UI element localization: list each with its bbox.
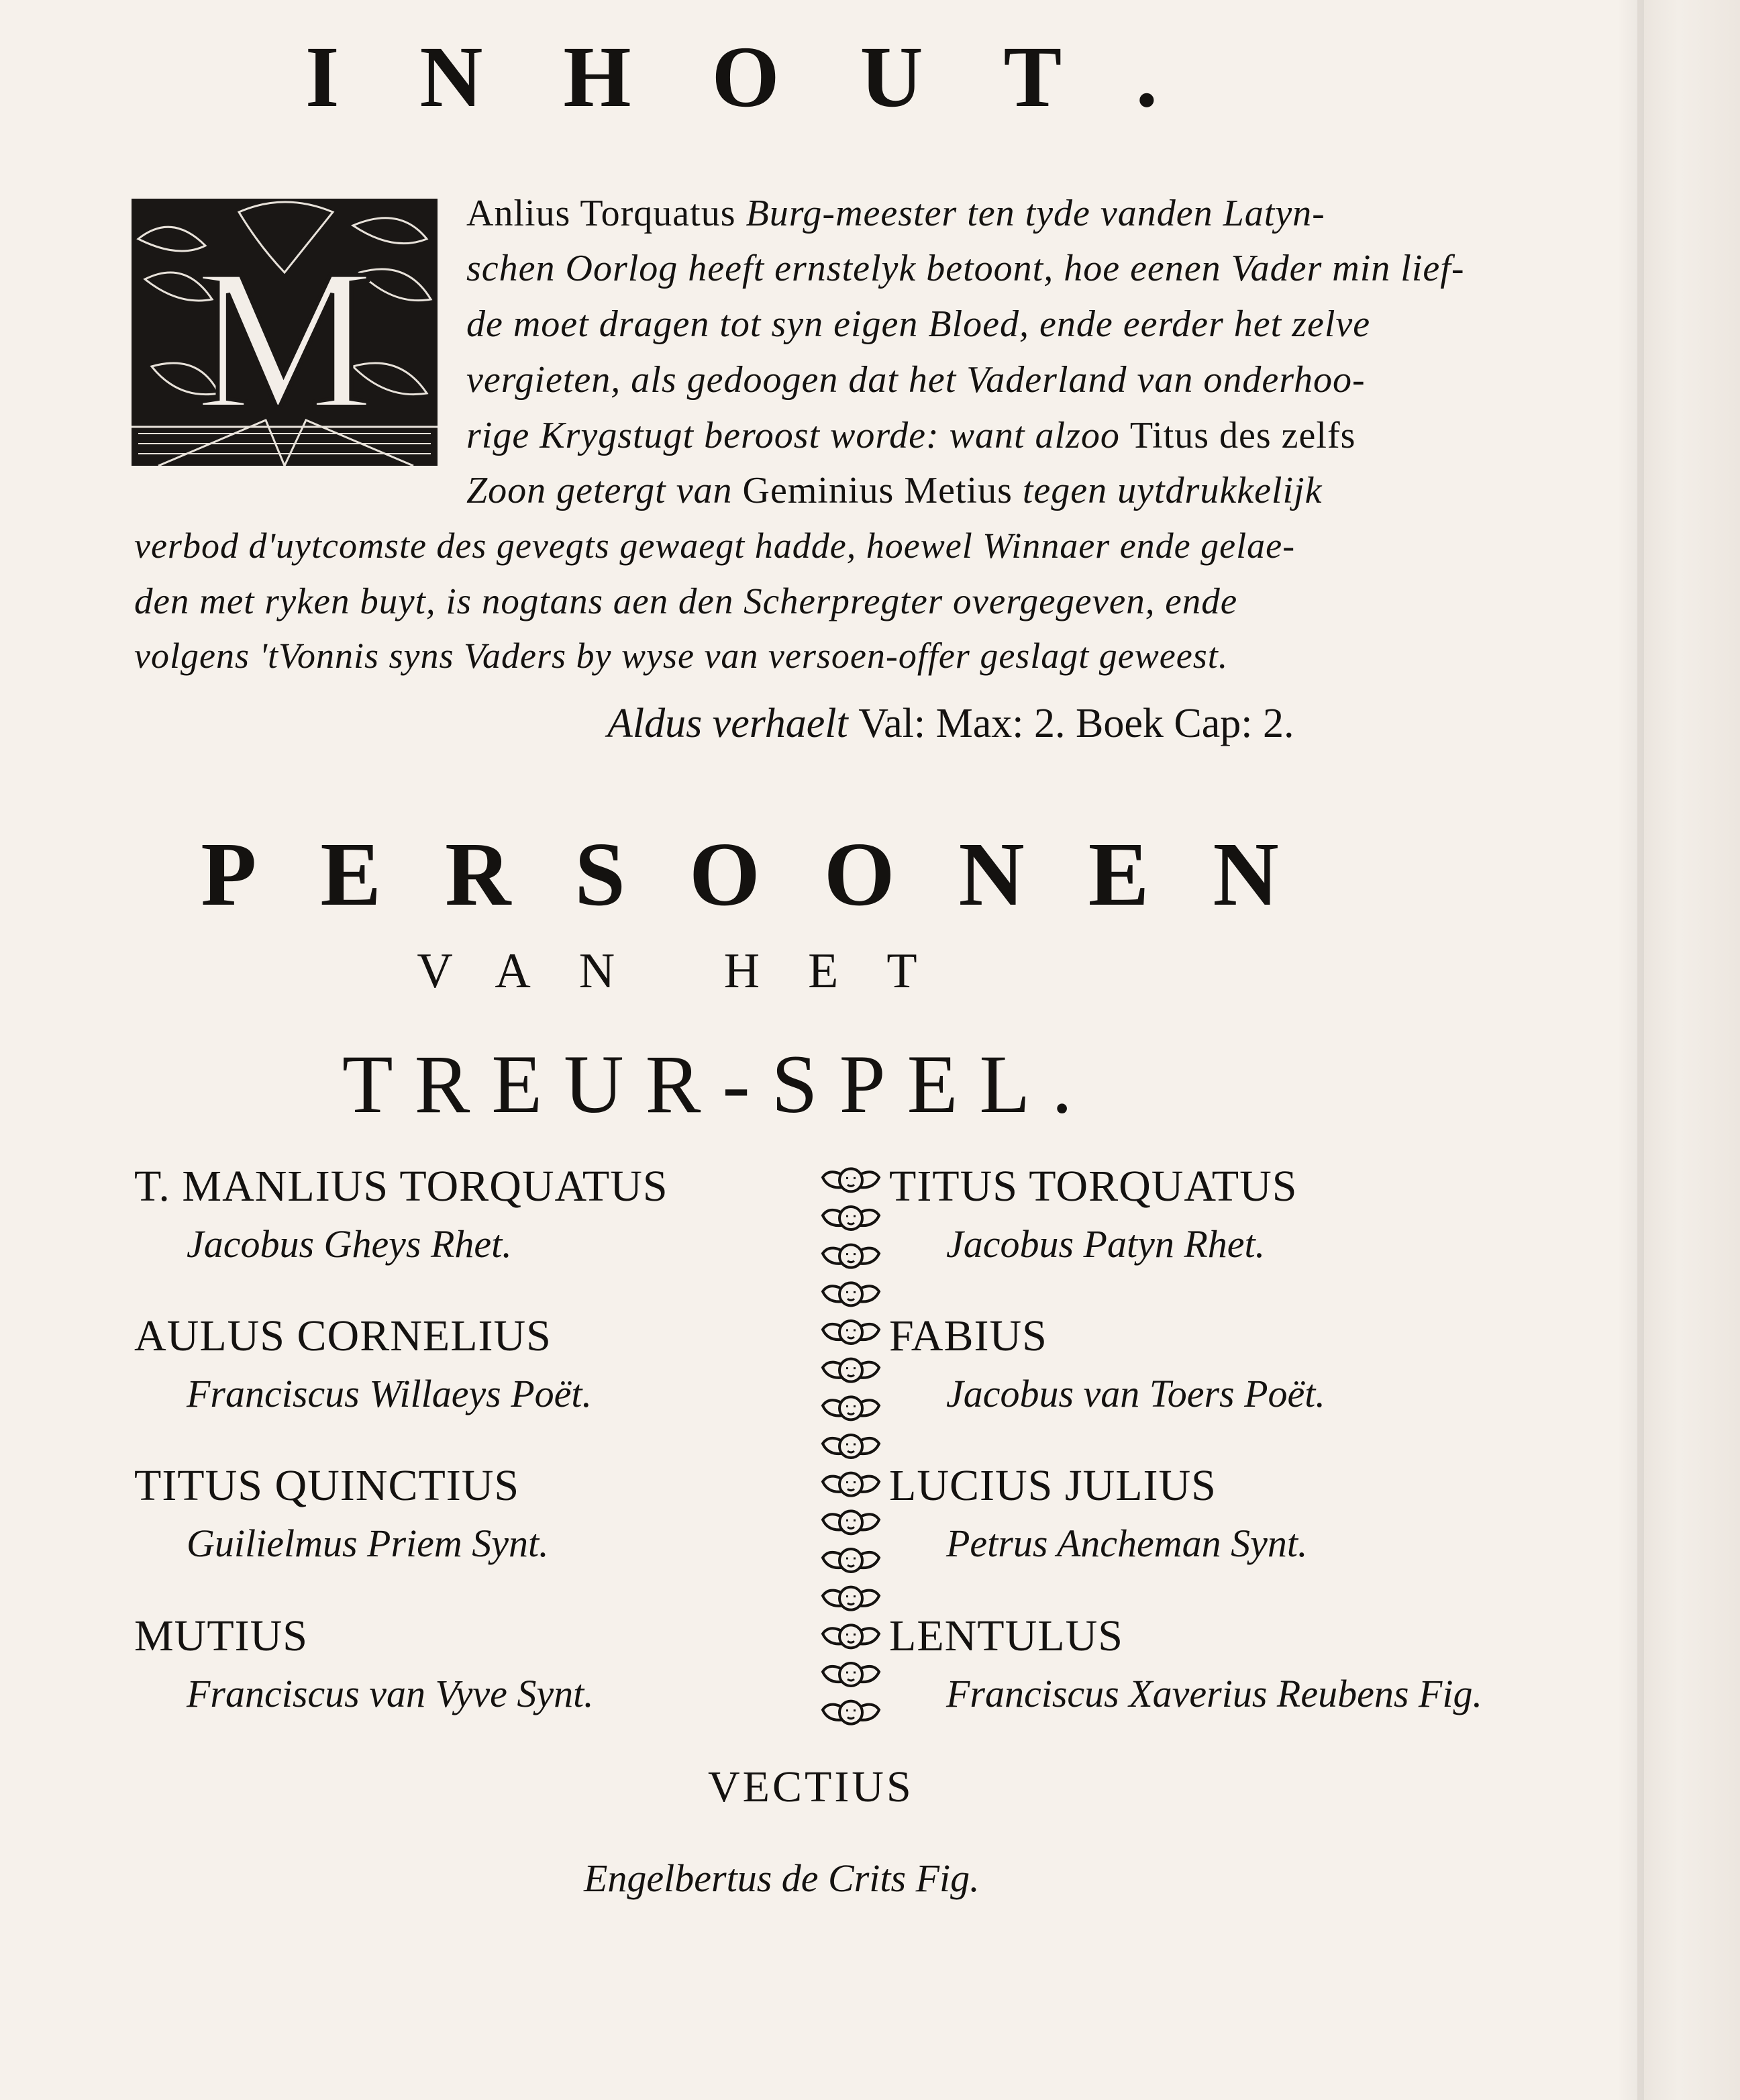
cast-actor-right-3: Petrus Ancheman Synt.: [946, 1521, 1308, 1565]
summary-line-4: vergieten, als gedoogen dat het Vaderland van onderhoo-: [466, 359, 1366, 401]
cherub-head-icon: [823, 1511, 879, 1534]
cherub-head-icon: [823, 1435, 879, 1458]
cherub-head-icon: [823, 1473, 879, 1496]
cast-actor-final: Engelbertus de Crits Fig.: [584, 1856, 980, 1900]
cast-role-left-4: MUTIUS: [134, 1611, 309, 1660]
cherub-head-icon: [823, 1587, 879, 1610]
cast-role-final: VECTIUS: [708, 1762, 914, 1811]
svg-text:M: M: [195, 228, 374, 450]
cherub-head-icon: [823, 1359, 879, 1382]
decorated-initial-m: [132, 199, 438, 466]
summary-line-2: schen Oorlog heeft ernstelyk betoont, hoe eenen Vader min lief-: [466, 248, 1465, 289]
cast-role-left-3: TITUS QUINCTIUS: [134, 1461, 520, 1510]
cast-actor-left-3: Guilielmus Priem Synt.: [187, 1521, 549, 1565]
cast-role-left-2: AULUS CORNELIUS: [134, 1311, 552, 1360]
cast-role-right-1: TITUS TORQUATUS: [889, 1162, 1298, 1211]
cast-heading-treur-spel: TREUR-SPEL.: [342, 1038, 1094, 1130]
cherub-head-border-icon: [817, 1161, 884, 1732]
cast-heading-personen: PERSOONEN: [201, 824, 1343, 925]
cast-role-right-2: FABIUS: [889, 1311, 1047, 1360]
summary-line-1: Anlius Torquatus Burg-meester ten tyde vanden Latyn-: [466, 193, 1325, 234]
cast-role-left-1: T. MANLIUS TORQUATUS: [134, 1162, 668, 1211]
summary-line-9: volgens 'tVonnis syns Vaders by wyse van versoen-offer geslagt geweest.: [134, 636, 1229, 676]
summary-line-5: rige Krygstugt beroost worde: want alzoo Titus des zelfs: [466, 415, 1356, 456]
summary-line-7: verbod d'uytcomste des gevegts gewaegt hadde, hoewel Winnaer ende gelae-: [134, 526, 1296, 566]
cherub-head-icon: [823, 1397, 879, 1419]
cast-actor-right-1: Jacobus Patyn Rhet.: [946, 1222, 1266, 1266]
page-title: INHOUT.: [305, 29, 1239, 126]
cherub-head-icon: [823, 1245, 879, 1268]
summary-line-6: Zoon getergt van Geminius Metius tegen uytdrukkelijk: [466, 470, 1323, 511]
source-attribution: Aldus verhaelt Val: Max: 2. Boek Cap: 2.: [607, 701, 1294, 746]
foliage-initial-icon: [132, 199, 438, 466]
cherub-ornament-column: [817, 1161, 884, 1732]
cast-role-right-3: LUCIUS JULIUS: [889, 1461, 1217, 1510]
cast-heading-van-het: VAN HET: [417, 944, 966, 999]
cherub-head-icon: [823, 1207, 879, 1230]
cast-actor-left-4: Franciscus van Vyve Synt.: [187, 1672, 594, 1715]
cherub-head-icon: [823, 1168, 879, 1191]
cast-actor-right-2: Jacobus van Toers Poët.: [946, 1372, 1325, 1415]
cherub-head-icon: [823, 1283, 879, 1305]
cast-actor-left-2: Franciscus Willaeys Poët.: [187, 1372, 593, 1415]
cherub-head-icon: [823, 1321, 879, 1344]
page-shadow: [1617, 0, 1644, 2100]
cherub-head-icon: [823, 1549, 879, 1572]
cast-actor-left-1: Jacobus Gheys Rhet.: [187, 1222, 512, 1266]
summary-line-3: de moet dragen tot syn eigen Bloed, ende eerder het zelve: [466, 303, 1371, 345]
adjacent-page-edge: [1637, 0, 1740, 2100]
cherub-head-icon: [823, 1625, 879, 1648]
cast-role-right-4: LENTULUS: [889, 1611, 1123, 1660]
cast-actor-right-4: Franciscus Xaverius Reubens Fig.: [946, 1672, 1482, 1715]
summary-line-8: den met ryken buyt, is nogtans aen den Scherpregter overgegeven, ende: [134, 581, 1238, 621]
cherub-head-icon: [823, 1663, 879, 1686]
cherub-head-icon: [823, 1701, 879, 1724]
